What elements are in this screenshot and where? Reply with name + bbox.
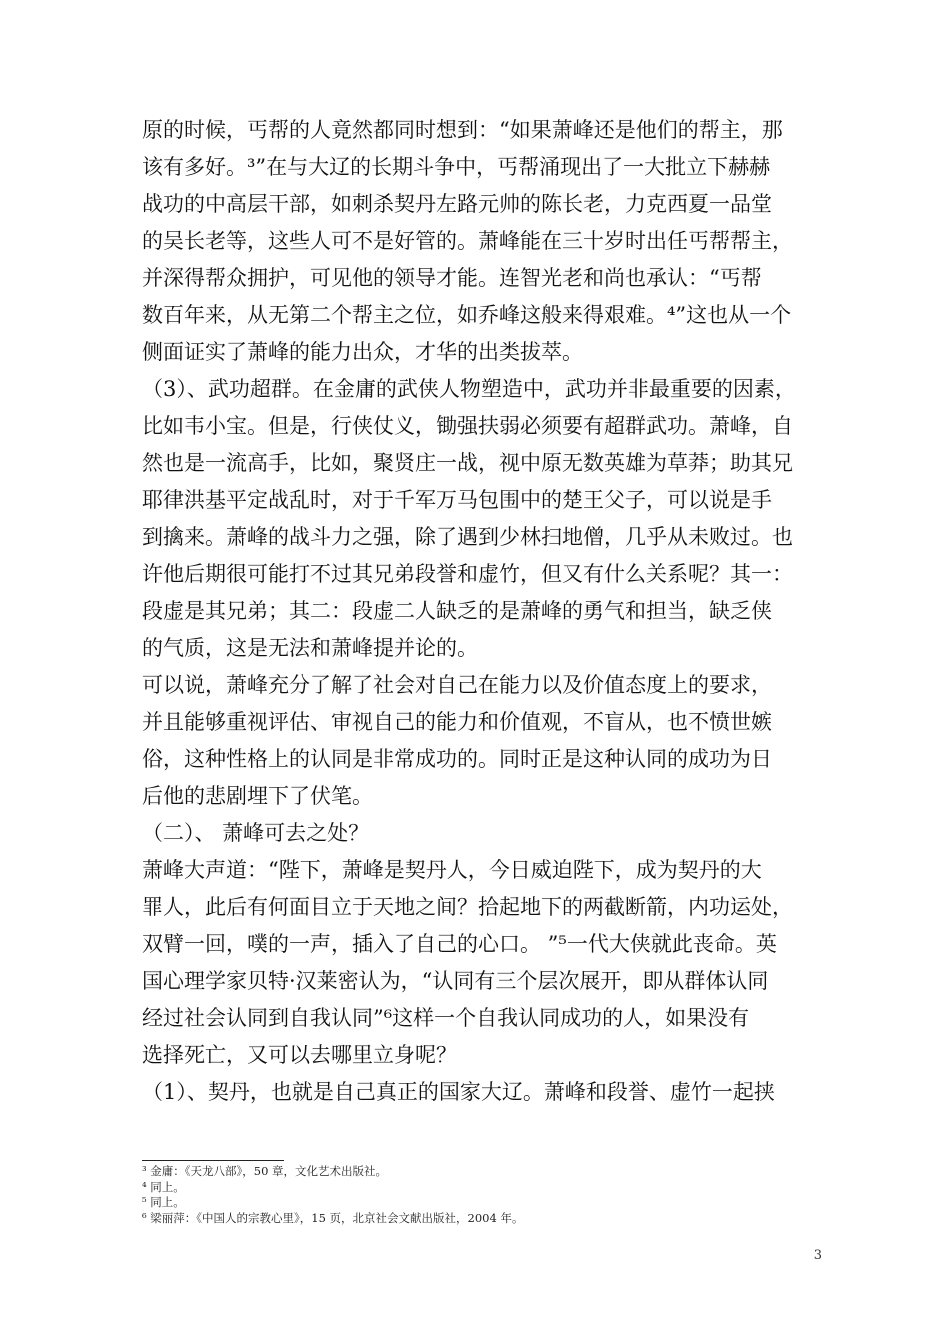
text-line: 原的时候，丐帮的人竟然都同时想到：“如果萧峰还是他们的帮主，那 [142, 118, 783, 142]
text-line: 耶律洪基平定战乱时，对于千军万马包围中的楚王父子，可以说是手 [142, 488, 772, 512]
section-heading: （二）、 萧峰可去之处？ [142, 821, 370, 845]
text-line: 到擒来。萧峰的战斗力之强，除了遇到少林扫地僧，几乎从未败过。也 [142, 525, 793, 549]
page-number: 3 [813, 1248, 822, 1263]
body-text [142, 112, 832, 1111]
text-line: 该有多好。³”在与大辽的长期斗争中，丐帮涌现出了一大批立下赫赫 [142, 155, 771, 179]
footnotes [142, 1164, 832, 1226]
footnote: ⁴ 同上。 [142, 1179, 185, 1194]
text-line: 国心理学家贝特·汉莱密认为，“认同有三个层次展开，即从群体认同 [142, 969, 769, 993]
footnote: ⁵ 同上。 [142, 1195, 185, 1209]
text-line: （3）、武功超群。在金庸的武侠人物塑造中，武功并非最重要的因素， [142, 377, 796, 401]
text-line: 侧面证实了萧峰的能力出众，才华的出类拔萃。 [142, 340, 583, 364]
text-line: 并深得帮众拥护，可见他的领导才能。连智光老和尚也承认：“丐帮 [142, 266, 762, 290]
text-line: 的吴长老等，这些人可不是好管的。萧峰能在三十岁时出任丐帮帮主， [142, 229, 793, 253]
text-line: （1）、契丹，也就是自己真正的国家大辽。萧峰和段誉、虚竹一起挟 [142, 1080, 775, 1104]
footnote-divider [142, 1160, 284, 1161]
text-line: 选择死亡，又可以去哪里立身呢？ [142, 1043, 457, 1067]
text-line: 段虚是其兄弟；其二：段虚二人缺乏的是萧峰的勇气和担当，缺乏侠 [142, 599, 772, 623]
text-line: 俗，这种性格上的认同是非常成功的。同时正是这种认同的成功为日 [142, 747, 772, 771]
text-line: 后他的悲剧埋下了伏笔。 [142, 784, 373, 808]
text-line: 然也是一流高手，比如，聚贤庄一战，视中原无数英雄为草莽；助其兄 [142, 451, 793, 475]
text-line: 罪人，此后有何面目立于天地之间？拾起地下的两截断箭，内功运处， [142, 895, 793, 919]
text-line: 经过社会认同到自我认同”⁶这样一个自我认同成功的人，如果没有 [142, 1006, 750, 1030]
text-line: 许他后期很可能打不过其兄弟段誉和虚竹，但又有什么关系呢？其一： [142, 562, 793, 586]
text-line: 可以说，萧峰充分了解了社会对自己在能力以及价值态度上的要求， [142, 673, 772, 697]
text-line: 萧峰大声道：“陛下，萧峰是契丹人，今日威迫陛下，成为契丹的大 [142, 858, 762, 882]
text-line: 并且能够重视评估、审视自己的能力和价值观，不盲从，也不愤世嫉 [142, 710, 772, 734]
text-line: 比如韦小宝。但是，行侠仗义，锄强扶弱必须要有超群武功。萧峰，自 [142, 414, 793, 438]
footnote: ³ 金庸：《天龙八部》，50 章，文化艺术出版社。 [142, 1164, 388, 1178]
text-line: 数百年来，从无第二个帮主之位，如乔峰这般来得艰难。⁴”这也从一个 [142, 303, 792, 327]
text-line: 双臂一回，噗的一声，插入了自己的心口。 ”⁵一代大侠就此丧命。英 [142, 932, 777, 956]
text-line: 战功的中高层干部，如刺杀契丹左路元帅的陈长老，力克西夏一品堂 [142, 192, 772, 216]
text-line: 的气质，这是无法和萧峰提并论的。 [142, 636, 478, 660]
footnote: ⁶ 梁丽萍：《中国人的宗教心里》，15 页，北京社会文献出版社，2004 年。 [142, 1210, 524, 1225]
